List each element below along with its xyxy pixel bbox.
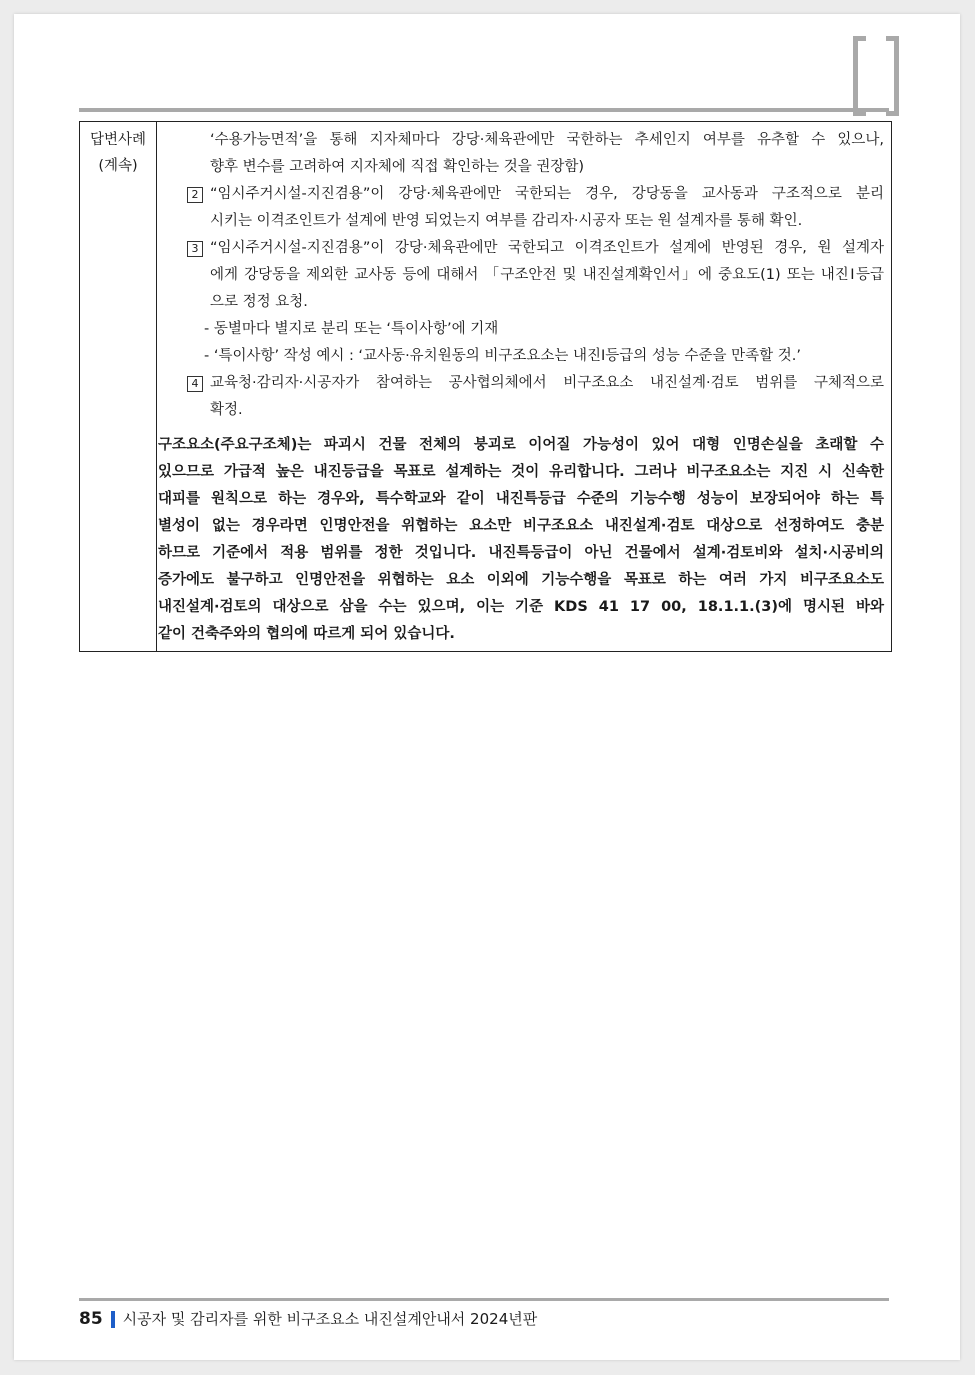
- item-line: 확정.: [210, 402, 243, 418]
- list-item: [166, 370, 884, 424]
- summary-line: 대피를 원칙으로 하는 경우와, 특수학교와 같이 내진특등급 수준의 기능수행 성능이 보장되어야 하는 특: [158, 491, 884, 507]
- chapter-bracket-mark: [853, 36, 899, 116]
- item-number-box: 3: [187, 241, 203, 257]
- summary-line: 별성이 없는 경우라면 인명안전을 위협하는 요소만 비구조요소 내진설계·검토 대상으로 선정하여도 충분: [158, 518, 884, 534]
- summary-paragraph: [158, 432, 884, 648]
- summary-line: 내진설계·검토의 대상으로 삼을 수는 있으며, 이는 기준 KDS 41 17 00, 18.1.1.(3)에 명시된 바와: [158, 599, 884, 615]
- list-item: [166, 181, 884, 235]
- dash-line: - ‘특이사항’ 작성 예시 : ‘교사동·유치원동의 비구조요소는 내진Ⅰ등급의 성능 수준을 만족할 것.’: [204, 348, 801, 364]
- summary-line: 하므로 기준에서 적용 범위를 정한 것입니다. 내진특등급이 아닌 건물에서 설계·검토비와 설치·시공비의: [158, 545, 884, 561]
- item-number-box: 4: [187, 376, 203, 392]
- bracket-right: [886, 36, 899, 116]
- row-label: [80, 122, 157, 651]
- answer-content: [158, 127, 884, 648]
- item-line: 으로 정정 요청.: [210, 294, 308, 310]
- bracket-left: [853, 36, 866, 116]
- page-footer: [79, 1308, 537, 1330]
- summary-line: 있으므로 가급적 높은 내진등급을 목표로 설계하는 것이 유리합니다. 그러나 비구조요소는 지진 시 신속한: [158, 464, 884, 480]
- page-number: 85: [79, 1309, 103, 1329]
- dash-line: - 동별마다 별지로 분리 또는 ‘특이사항’에 기재: [204, 321, 499, 337]
- row-label-line1: 답변사례: [89, 132, 147, 148]
- summary-line: 같이 건축주와의 협의에 따르게 되어 있습니다.: [158, 626, 455, 642]
- answer-example-table: [79, 121, 892, 652]
- summary-line: 증가에도 불구하고 인명안전을 위협하는 요소 이외에 기능수행을 목표로 하는 여러 가지 비구조요소도: [158, 572, 884, 588]
- item-line: 교육청·감리자·시공자가 참여하는 공사협의체에서 비구조요소 내진설계·검토 범위를 구체적으로: [210, 375, 884, 391]
- row-label-line2: (계속): [98, 158, 138, 174]
- item-line: 시키는 이격조인트가 설계에 반영 되었는지 여부를 감리자·시공자 또는 원 설계자를 통해 확인.: [210, 213, 803, 229]
- list-item: [166, 235, 884, 316]
- item-line: “임시주거시설-지진겸용”이 강당·체육관에만 국한되고 이격조인트가 설계에 반영된 경우, 원 설계자: [210, 240, 884, 256]
- header-rule: [79, 108, 889, 112]
- item-number-box: 2: [187, 187, 203, 203]
- item-line: “임시주거시설-지진겸용”이 강당·체육관에만 국한되는 경우, 강당동을 교사동과 구조적으로 분리: [210, 186, 884, 202]
- item-line: 에게 강당동을 제외한 교사동 등에 대해서 「구조안전 및 내진설계확인서」에 중요도(1) 또는 내진Ⅰ등급: [210, 267, 884, 283]
- footer-accent-bar: [111, 1311, 115, 1328]
- footer-rule: [79, 1298, 889, 1301]
- continued-line: ‘수용가능면적’을 통해 지자체마다 강당·체육관에만 국한하는 추세인지 여부를 유추할 수 있으나,: [210, 132, 884, 148]
- summary-line: 구조요소(주요구조체)는 파괴시 건물 전체의 붕괴로 이어질 가능성이 있어 대형 인명손실을 초래할 수: [158, 437, 884, 453]
- continued-line: 향후 변수를 고려하여 지자체에 직접 확인하는 것을 권장함): [210, 159, 585, 175]
- footer-title: 시공자 및 감리자를 위한 비구조요소 내진설계안내서 2024년판: [122, 1310, 538, 1328]
